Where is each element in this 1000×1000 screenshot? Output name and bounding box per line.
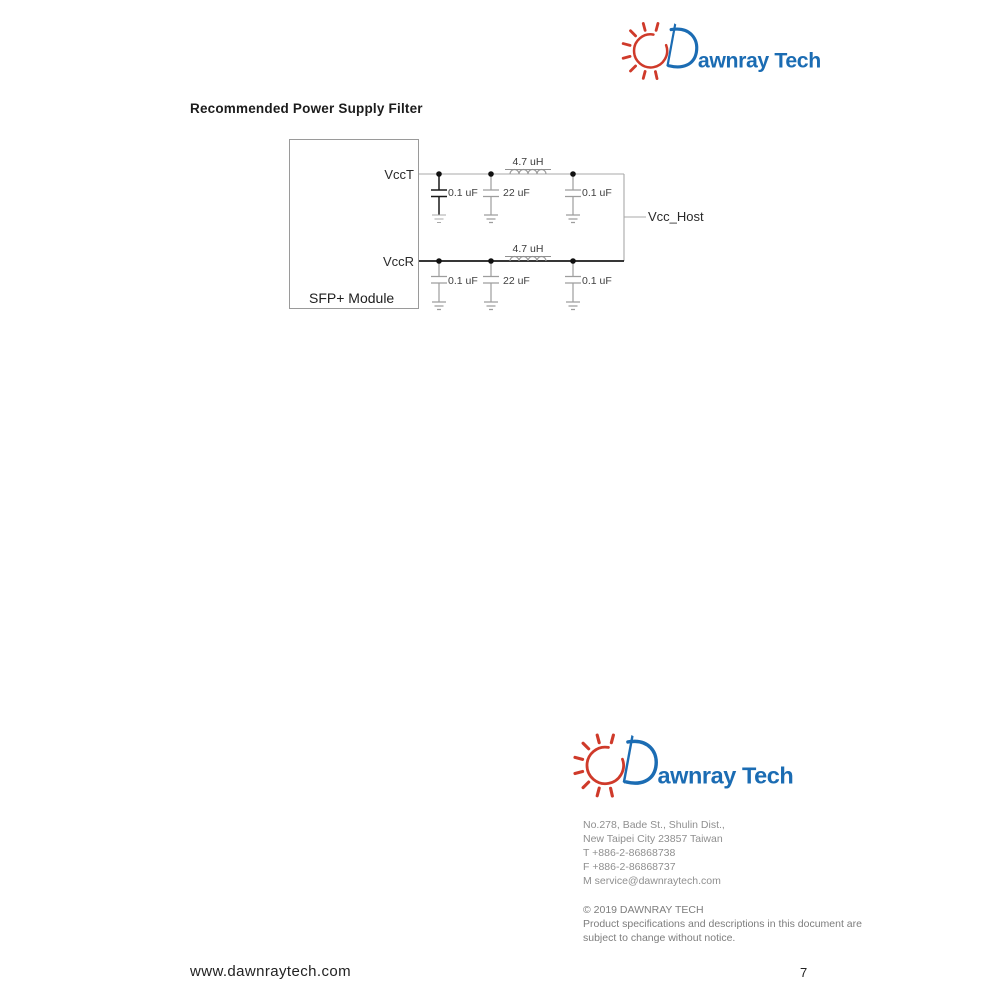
brand-d-glyph: [623, 735, 657, 784]
cap-value-top-2: 22 uF: [503, 187, 530, 199]
pin-label-vcct: VccT: [384, 167, 414, 182]
dawnray-logo-bottom: [570, 728, 806, 802]
brand-name-text: awnray Tech: [697, 48, 821, 73]
footer-website: www.dawnraytech.com: [190, 963, 351, 980]
cap-value-bottom-1: 0.1 uF: [448, 275, 478, 287]
dawnray-logo-top: [619, 17, 832, 84]
cap-value-top-1: 0.1 uF: [448, 187, 478, 199]
legal-line-1: Product specifications and descriptions in this document are: [583, 918, 862, 930]
power-filter-schematic: [280, 130, 740, 330]
contact-block: [583, 818, 725, 888]
copyright: © 2019 DAWNRAY TECH: [583, 904, 704, 916]
address-line-1: No.278, Bade St., Shulin Dist.,: [583, 819, 725, 831]
legal-line-2: subject to change without notice.: [583, 932, 736, 944]
sun-logo-icon: [623, 23, 667, 78]
capacitor-bottom-1: [431, 261, 447, 310]
module-label: SFP+ Module: [309, 290, 395, 306]
page-title: Recommended Power Supply Filter: [190, 101, 423, 116]
fax: F +886-2-86868737: [583, 861, 676, 873]
output-label-vcc-host: Vcc_Host: [648, 209, 704, 224]
brand-d-glyph: [666, 23, 696, 67]
capacitor-top-2: [483, 174, 499, 223]
telephone: T +886-2-86868738: [583, 847, 676, 859]
legal-block: [583, 903, 862, 945]
cap-value-bottom-3: 0.1 uF: [582, 275, 612, 287]
capacitor-top-3: [565, 174, 581, 223]
capacitor-bottom-3: [565, 261, 581, 310]
address-line-2: New Taipei City 23857 Taiwan: [583, 833, 723, 845]
sun-logo-icon: [575, 735, 624, 796]
capacitor-top-1: [431, 174, 447, 223]
inductor-top-value: 4.7 uH: [505, 156, 551, 170]
cap-value-bottom-2: 22 uF: [503, 275, 530, 287]
inductor-bottom-value: 4.7 uH: [505, 243, 551, 257]
email: M service@dawnraytech.com: [583, 875, 721, 887]
cap-value-top-3: 0.1 uF: [582, 187, 612, 199]
brand-name-text: awnray Tech: [657, 762, 794, 789]
pin-label-vccr: VccR: [382, 254, 414, 269]
inductor-top-coil: [510, 170, 546, 175]
footer-page-number: 7: [800, 965, 808, 980]
capacitor-bottom-2: [483, 261, 499, 310]
